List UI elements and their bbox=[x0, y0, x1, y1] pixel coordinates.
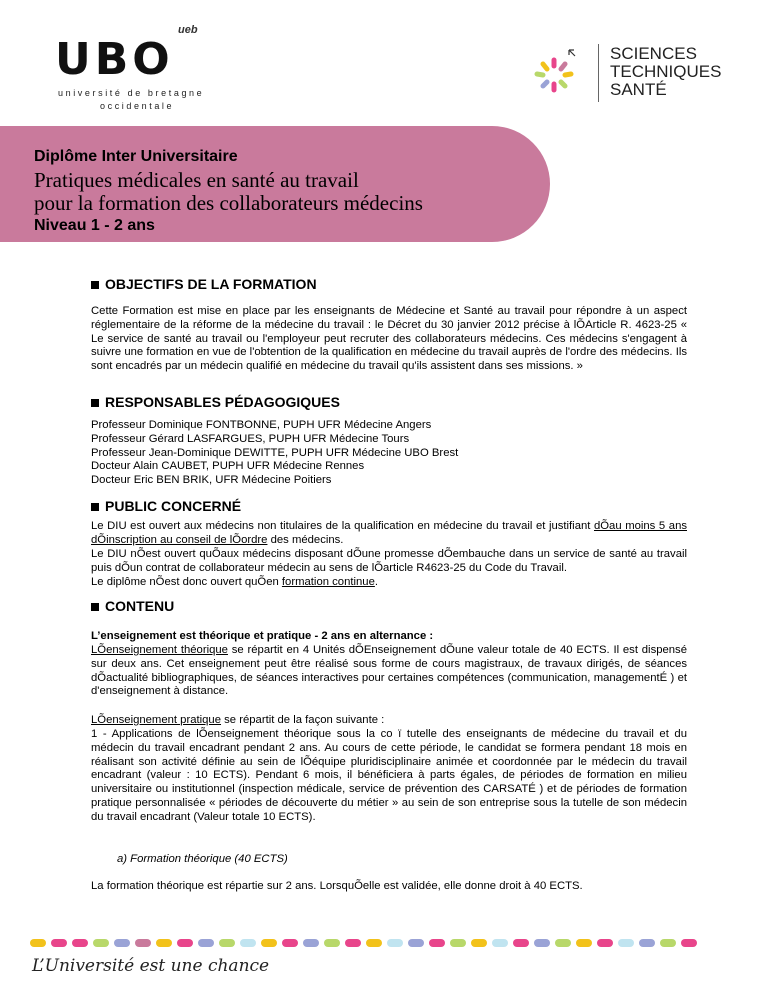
footer-dot bbox=[660, 939, 676, 947]
contenu-paragraph-3: 1 - Applications de lÕenseignement théorique sous la co ï tutelle des enseignants de médecine du travail et du médecin du travail encadrant pendant 2 ans. Au cours de cette période, le candidat se formera pendant 18 mois en réalisant son activité définie au sein de lÕéquipe pluridisciplinaire animée et coordonnée par le médecin du travail encadrant (valeur : 10 ECTS). Pendant 6 mois, il bénéficiera à parts égales, de périodes de formation en milieu universitaire ou institutionnel (inspection médicale, service de prévention des CARSATÉ ) et de périodes de formation pratique personnalisée « périodes de découverte du métier » au sein de son entreprise sous la tutelle de son médecin du travail encadrant (Valeur totale 10 ECTS). bbox=[91, 728, 687, 823]
section-heading-public bbox=[91, 500, 687, 514]
contenu-paragraph-2 bbox=[91, 714, 687, 728]
sts-line-1: SCIENCES bbox=[610, 44, 697, 63]
sts-wordmark bbox=[610, 45, 721, 99]
public-p3-underlined: formation continue bbox=[281, 576, 375, 588]
sts-line-2: TECHNIQUES bbox=[610, 62, 722, 81]
public-paragraph-2: Le DIU nÕest ouvert quÕaux médecins disposant dÕune promesse dÕembauche dans un service de santé au travail puis dÕun contrat de collaborateur médecin au sens de lÕarticle R4623-25 du Code du Travail. bbox=[91, 548, 687, 574]
footer-dot bbox=[240, 939, 256, 947]
logo-divider bbox=[598, 44, 599, 102]
footer-dot bbox=[324, 939, 340, 947]
footer-dot bbox=[93, 939, 109, 947]
public-p1-text: Le DIU est ouvert aux médecins non titulaires de la qualification en médecine du travail et justifiant bbox=[91, 520, 594, 532]
square-bullet-icon bbox=[91, 399, 99, 407]
footer-dot bbox=[303, 939, 319, 947]
diploma-level: Niveau 1 - 2 ans bbox=[34, 217, 155, 234]
contenu-subheading: L’enseignement est théorique et pratique - 2 ans en alternance : bbox=[91, 630, 434, 642]
footer-dot bbox=[345, 939, 361, 947]
footer-dot bbox=[282, 939, 298, 947]
diploma-type: Diplôme Inter Universitaire bbox=[34, 148, 238, 165]
contenu-paragraph-1 bbox=[91, 644, 687, 699]
contenu-paragraph-4: La formation théorique est répartie sur 2 ans. LorsquÕelle est validée, elle donne droit à 40 ECTS. bbox=[91, 880, 583, 892]
diploma-title-line-2: pour la formation des collaborateurs médecins bbox=[34, 191, 423, 215]
footer-dot bbox=[534, 939, 550, 947]
responsables-list bbox=[91, 419, 687, 488]
footer-dot bbox=[576, 939, 592, 947]
responsables-heading-text: RESPONSABLES PÉDAGOGIQUES bbox=[105, 394, 340, 410]
public-paragraph-1 bbox=[91, 520, 687, 548]
footer-dot bbox=[261, 939, 277, 947]
footer-dot bbox=[492, 939, 508, 947]
footer-dot bbox=[219, 939, 235, 947]
footer-dot bbox=[408, 939, 424, 947]
footer-dot bbox=[366, 939, 382, 947]
footer-dot bbox=[135, 939, 151, 947]
ubo-subtitle-1: université de bretagne bbox=[58, 88, 205, 98]
footer-dot bbox=[597, 939, 613, 947]
diploma-title-line-1: Pratiques médicales en santé au travail bbox=[34, 168, 359, 192]
public-heading-text: PUBLIC CONCERNÉ bbox=[105, 498, 242, 514]
ubo-logo: UBO bbox=[55, 34, 174, 85]
sts-flower-logo bbox=[519, 46, 589, 102]
footer-dot bbox=[681, 939, 697, 947]
footer-dot bbox=[72, 939, 88, 947]
responsable-item: Professeur Gérard LASFARGUES, PUPH UFR Médecine Tours bbox=[91, 432, 410, 445]
footer-dot bbox=[114, 939, 130, 947]
footer-dot bbox=[156, 939, 172, 947]
public-p1-underlined: dÕau moins 5 ans dÕinscription au conseil de lÕordre bbox=[91, 520, 687, 546]
public-p3-text: Le diplôme nÕest donc ouvert quÕen bbox=[91, 576, 282, 588]
footer-dot bbox=[198, 939, 214, 947]
contenu-note: a) Formation théorique (40 ECTS) bbox=[117, 853, 288, 865]
objectifs-heading-text: OBJECTIFS DE LA FORMATION bbox=[105, 276, 317, 292]
footer-dot bbox=[177, 939, 193, 947]
objectifs-text: Cette Formation est mise en place par les enseignants de Médecine et Santé au travail pour répondre à un aspect réglementaire de la réforme de la médecine du travail : le Décret du 30 janvier 2012 précise à lÕArticle R. 4623-25 « Le service de santé au travail ou l'employeur peut recruter des collaborateurs médecins. Ces médecins s'engagent à suivre une formation en vue de l'obtention de la qualification en médecine du travail auprès de l'ordre des médecins. Ils sont encadrés par un médecin qualifié en médecine du travail qu'ils assistent dans ses missions. » bbox=[91, 305, 687, 373]
footer-dot bbox=[51, 939, 67, 947]
ubo-subtitle-2: occidentale bbox=[100, 101, 175, 111]
ueb-logo: ueb bbox=[178, 24, 198, 36]
public-paragraph-3 bbox=[91, 576, 687, 590]
footer-dot bbox=[450, 939, 466, 947]
contenu-p2-text: se répartit de la façon suivante : bbox=[221, 714, 385, 726]
contenu-p1-underlined: LÕenseignement théorique bbox=[91, 644, 228, 656]
footer-dot bbox=[513, 939, 529, 947]
contenu-heading-text: CONTENU bbox=[105, 598, 175, 614]
square-bullet-icon bbox=[91, 603, 99, 611]
sts-line-3: SANTÉ bbox=[610, 80, 667, 99]
footer-dot bbox=[387, 939, 403, 947]
square-bullet-icon bbox=[91, 281, 99, 289]
responsable-item: Docteur Alain CAUBET, PUPH UFR Médecine Rennes bbox=[91, 460, 365, 473]
section-heading-objectifs bbox=[91, 278, 687, 292]
footer-tagline: L’Université est une chance bbox=[32, 956, 270, 976]
section-heading-contenu bbox=[91, 600, 687, 614]
contenu-p2-underlined: LÕenseignement pratique bbox=[91, 714, 222, 726]
footer-dot bbox=[639, 939, 655, 947]
square-bullet-icon bbox=[91, 503, 99, 511]
responsable-item: Professeur Jean-Dominique DEWITTE, PUPH UFR Médecine UBO Brest bbox=[91, 446, 459, 459]
footer-dot bbox=[618, 939, 634, 947]
responsable-item: Docteur Eric BEN BRIK, UFR Médecine Poitiers bbox=[91, 474, 332, 487]
footer-dot bbox=[471, 939, 487, 947]
footer-dot bbox=[429, 939, 445, 947]
public-p3-end: . bbox=[374, 576, 379, 588]
public-p1-end: des médecins. bbox=[267, 533, 344, 546]
responsable-item: Professeur Dominique FONTBONNE, PUPH UFR Médecine Angers bbox=[91, 419, 432, 431]
footer-dot-band bbox=[30, 937, 730, 949]
contenu-p1-text: se répartit en 4 Unités dÕEnseignement dÕune valeur totale de 40 ECTS. Il est dispensé sur deux ans. Cet enseignement peut être réalisé sous forme de cours magistraux, de travaux dirigés, de séances dÕactualité bibliographiques, de séances interactives pour certaines compétences (communication, managementÉ ) et d'enseignement à distance. bbox=[91, 644, 687, 698]
footer-dot bbox=[30, 939, 46, 947]
section-heading-responsables bbox=[91, 396, 687, 410]
footer-dot bbox=[555, 939, 571, 947]
